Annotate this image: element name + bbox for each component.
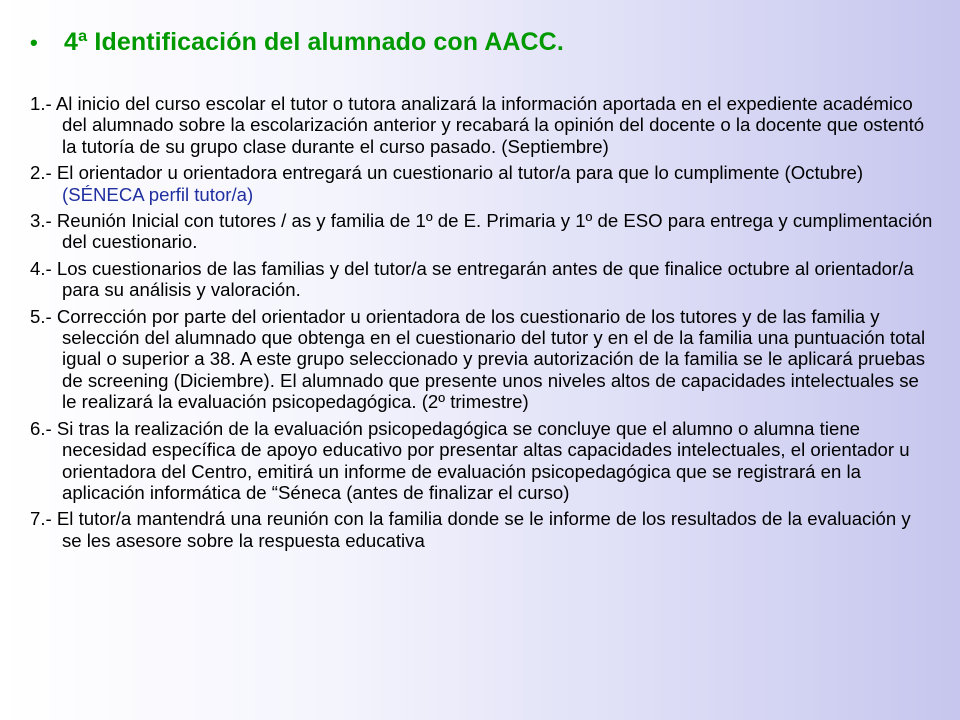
item-text: 6.- Si tras la realización de la evaluación psicopedagógica se concluye que el alumno o alumna tiene necesidad específica de apoyo educativo por presentar altas capacidades intelectuales, el orientador u orientadora del Centro, emitirá un informe de evaluación psicopedagógica que se registrará en la aplicación informática de “Séneca (antes de finalizar el curso)	[30, 417, 910, 503]
item-text: 4.- Los cuestionarios de las familias y del tutor/a se entregarán antes de que finalice octubre al orientador/a para su análisis y valoración.	[30, 257, 914, 301]
slide-body	[30, 93, 935, 556]
list-item	[30, 93, 935, 157]
list-item	[30, 210, 935, 253]
seneca-link-text: (SÉNECA perfil tutor/a)	[62, 183, 254, 205]
item-text: 3.- Reunión Inicial con tutores / as y familia de 1º de E. Primaria y 1º de ESO para entrega y cumplimentación del cuestionario.	[30, 210, 933, 253]
item-text: 1.- Al inicio del curso escolar el tutor o tutora analizará la información aportada en el expediente académico del alumnado sobre la escolarización anterior y recabará la opinión del docente o la docente que ostentó la tutoría de su grupo clase durante el curso pasado. (Septiembre)	[30, 93, 925, 157]
item-text: 2.- El orientador u orientadora entregará un cuestionario al tutor/a para que lo cumplimente (Octubre)	[30, 162, 864, 184]
bullet-icon: •	[30, 30, 38, 55]
list-item	[30, 508, 935, 551]
list-item	[30, 418, 935, 504]
list-item	[30, 258, 935, 301]
item-text: 5.- Corrección por parte del orientador u orientadora de los cuestionario de los tutores y de las familia y selección del alumnado que obtenga en el cuestionario del tutor y en el de la familia una puntuación total igual o superior a 38. A este grupo seleccionado y previa autorización de la familia se le aplicará pruebas de screening (Diciembre). El alumnado que presente unos niveles altos de capacidades intelectuales se le realizará la evaluación psicopedagógica. (2º trimestre)	[30, 305, 926, 413]
slide-title: 4ª Identificación del alumnado con AACC.	[64, 28, 564, 56]
list-item	[30, 162, 935, 205]
title-row	[30, 28, 564, 57]
item-text: 7.- El tutor/a mantendrá una reunión con la familia donde se le informe de los resultados de la evaluación y se les asesore sobre la respuesta educativa	[30, 508, 911, 551]
list-item	[30, 306, 935, 413]
